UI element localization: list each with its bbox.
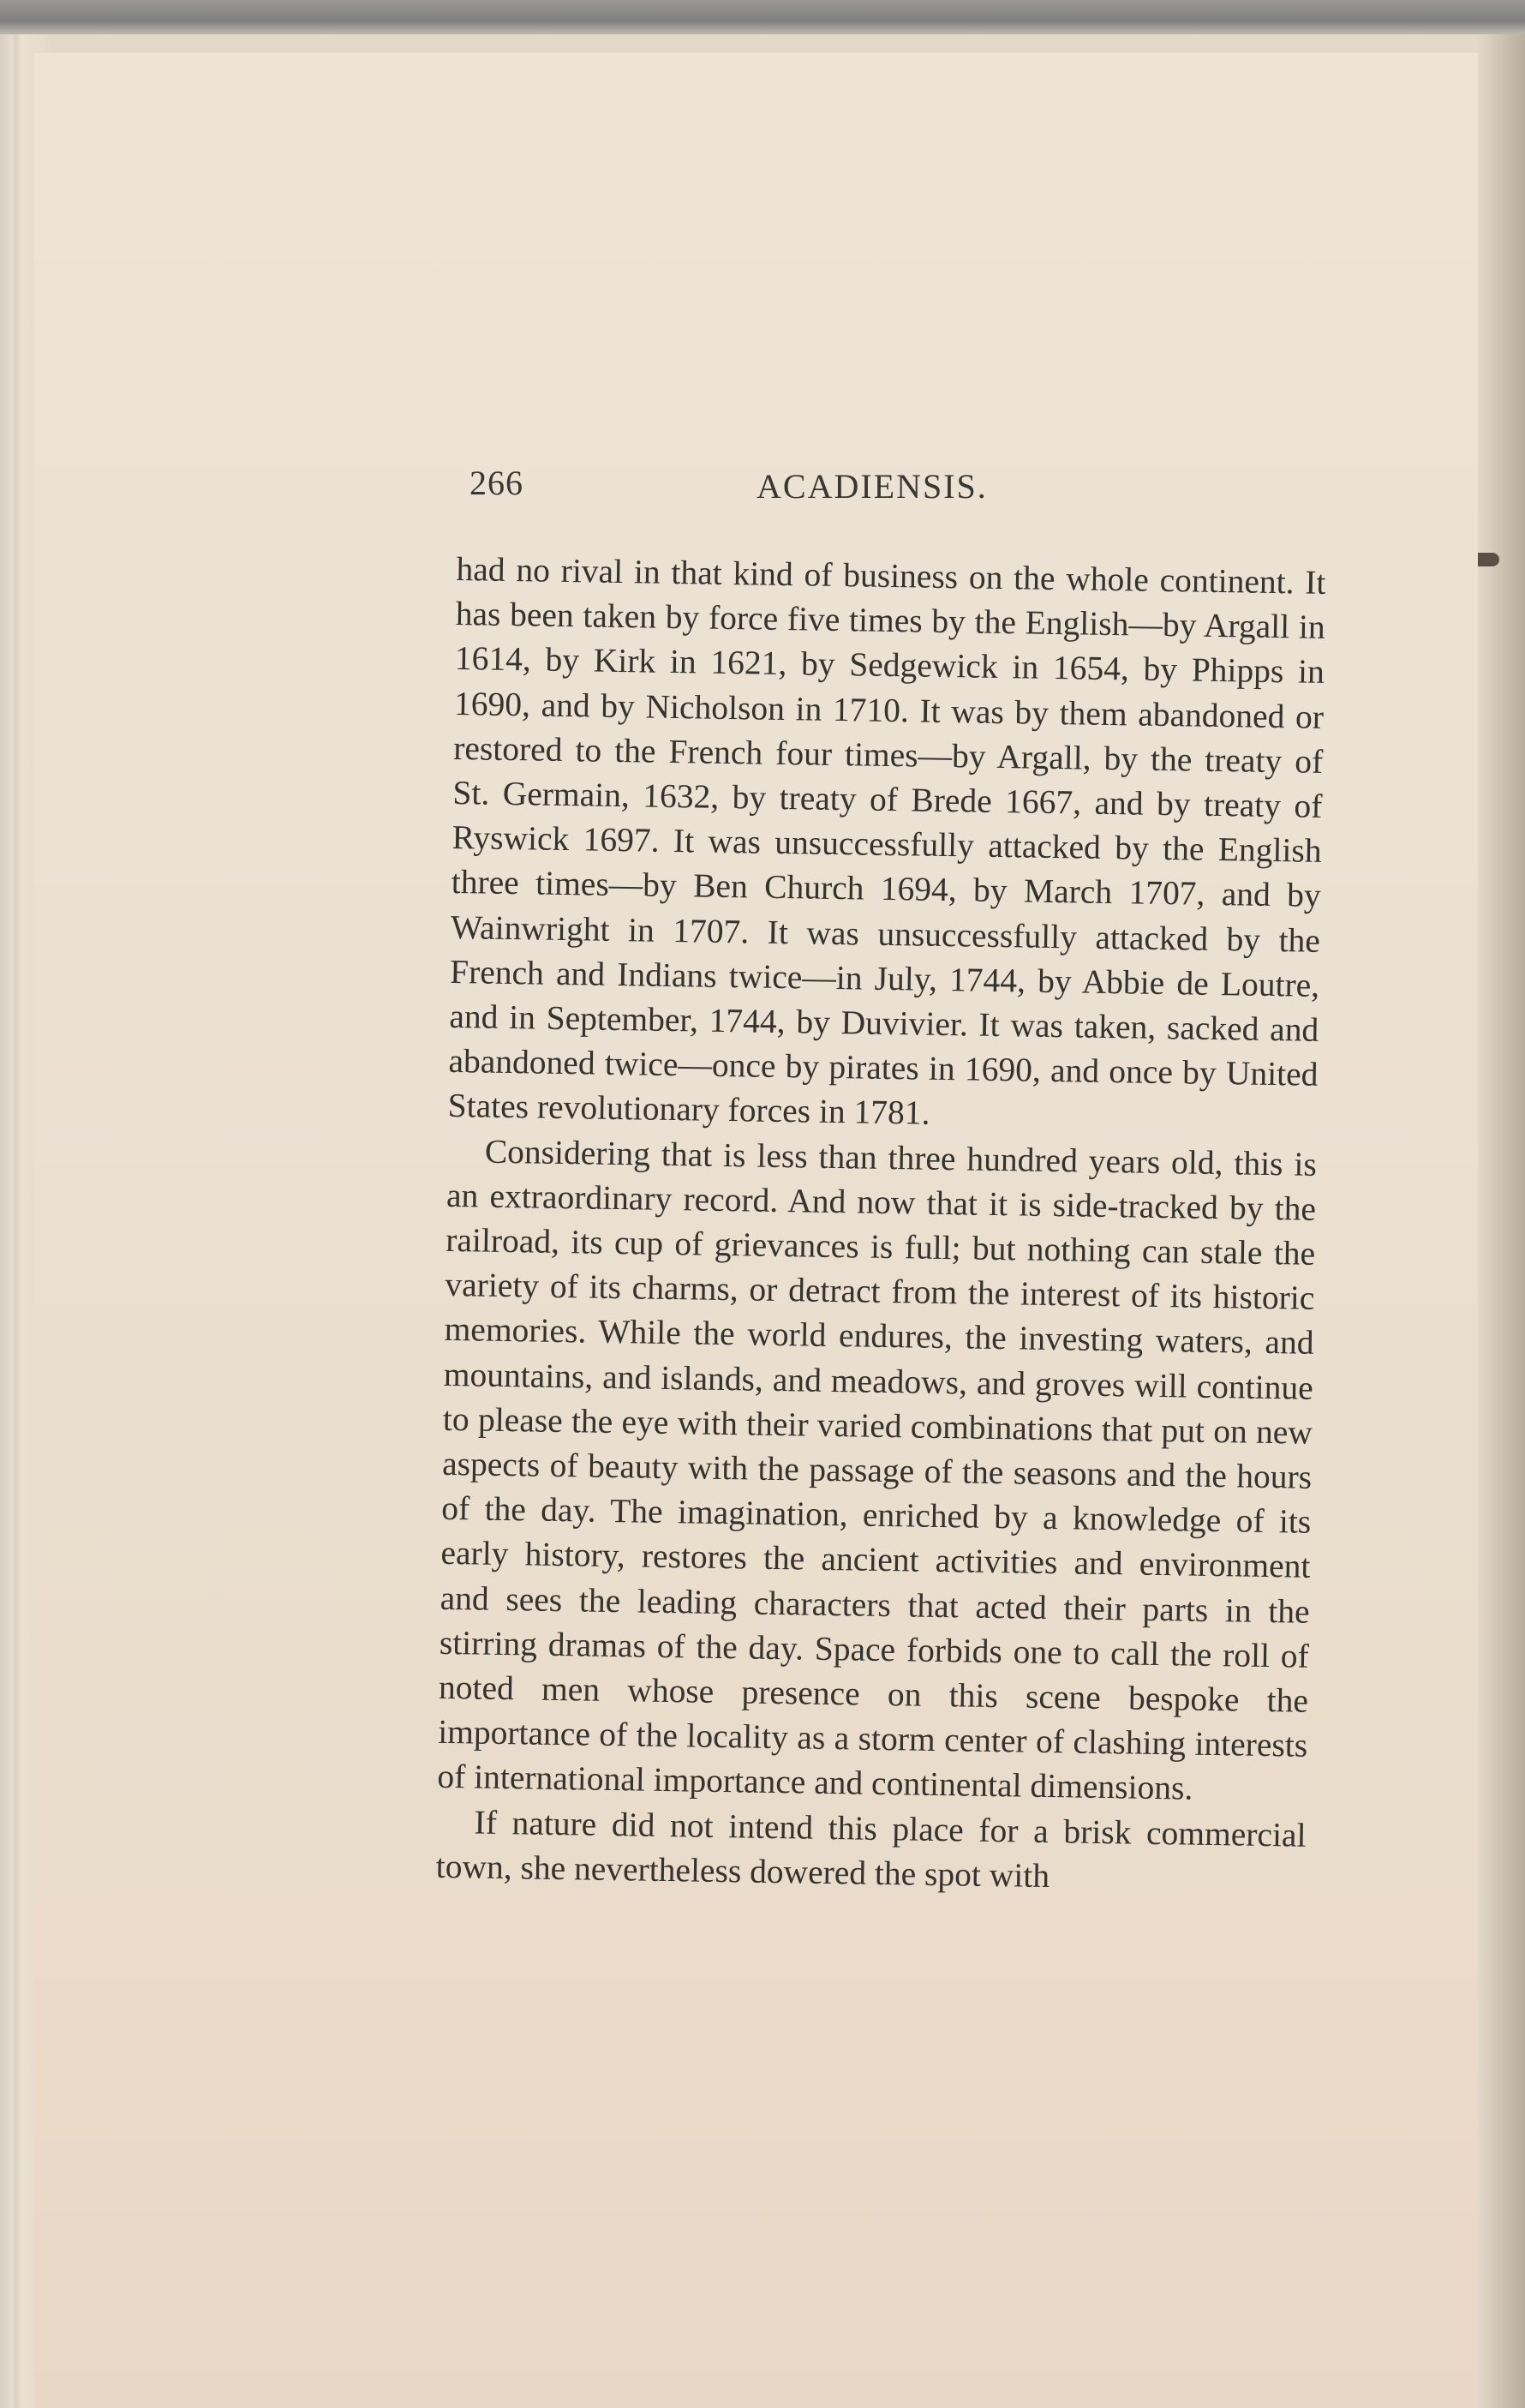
paragraph-1: had no rival in that kind of business on the whole continent. It has been taken by force five times by the English—by Argall in 1614, by Kirk in 1621, by Sedgewick in 1654, by Phipps in 1690, and by Nicholson in 1710. It was by them abandoned or restored to the French four times—by Argall, by the treaty of St. Germain, 1632, by treaty of Brede 1667, and by treaty of Ryswick 1697. It was unsuccessfully attacked by the English three times—by Ben Church 1694, by March 1707, and by Wainwright in 1707. It was unsuccessfully attacked by the French and Indians twice—in July, 1744, by Abbie de Loutre, and in September, 1744, by Duvivier. It was taken, sacked and abandoned twice—once by pirates in 1690, and once by United States revolutionary forces in 1781. [447, 549, 1326, 1133]
running-head [469, 463, 1335, 514]
journal-title: ACADIENSIS. [757, 467, 988, 506]
paragraph-3: If nature did not intend this place for a brisk commercial town, she nevertheless dowered the spot with [435, 1803, 1307, 1895]
page-number: 266 [469, 464, 523, 502]
spine-shadow [1474, 34, 1525, 2408]
body-text [435, 547, 1325, 1902]
paragraph-2: Considering that is less than three hundred years old, this is an extraordinary record. And now that it is side-tracked by the railroad, its cup of grievances is full; but nothing can stale the variety of its charms, or detract from the interest of its historic memories. While the world endures, the investing waters, and mountains, and islands, and meadows, and groves will continue to please the eye with their varied combinations that put on new aspects of beauty with the passage of the seasons and the hours of the day. The imagination, enriched by a knowledge of its early history, restores the ancient activities and environment and sees the leading characters that acted their parts in the stirring dramas of the day. Space forbids one to call the roll of noted men whose presence on this scene bespoke the importance of the locality as a storm center of clashing interests of international importance and continental dimensions. [437, 1132, 1318, 1808]
